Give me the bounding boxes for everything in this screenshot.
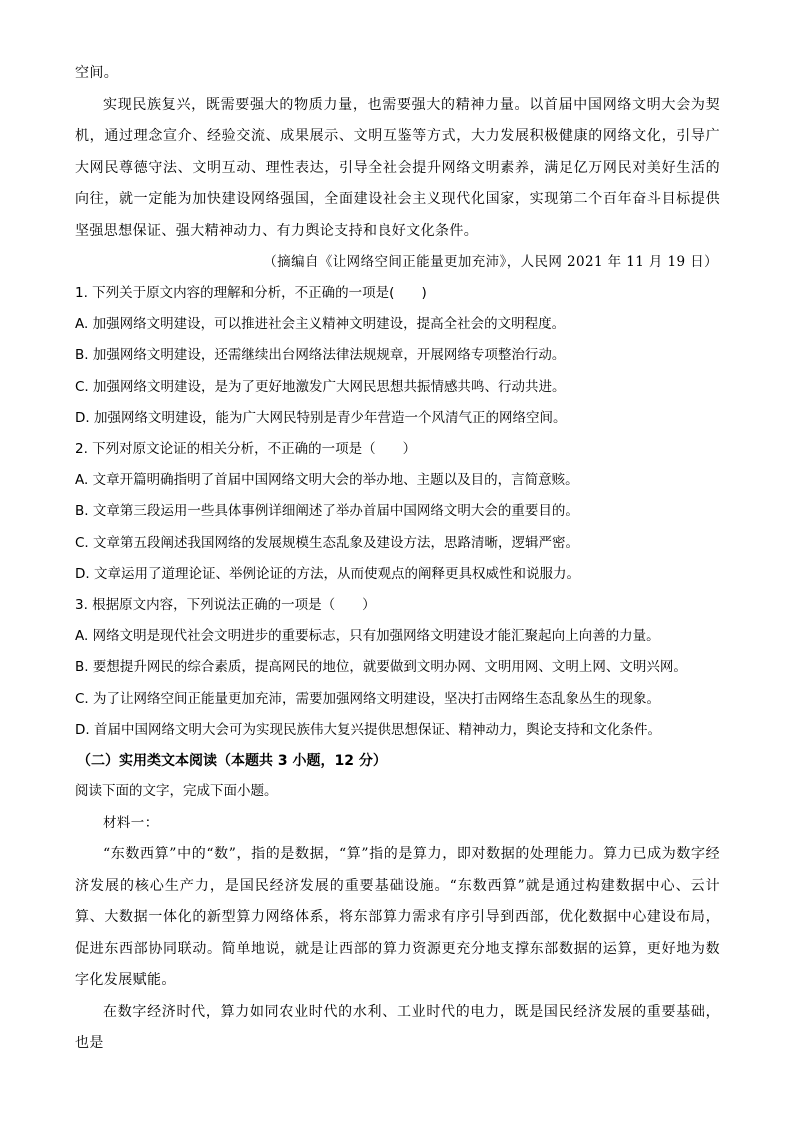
option-d: D. 首届中国网络文明大会可为实现民族伟大复兴提供思想保证、精神动力，舆论支持和文化条件。 (75, 721, 661, 738)
passage-fragment: 空间。 (75, 65, 119, 81)
option-a: A. 文章开篇明确指明了首届中国网络文明大会的举办地、主题以及目的，言简意赅。 (75, 472, 579, 489)
material-label: 材料一： (103, 815, 159, 832)
option-d: D. 文章运用了道理论证、举例论证的方法，从而使观点的阐释更具权威性和说服力。 (75, 565, 580, 582)
question-3 (75, 590, 720, 746)
option-b: B. 加强网络文明建设，还需继续出台网络法律法规规章，开展网络专项整治行动。 (75, 347, 566, 364)
material-paragraph-partial: 在数字经济时代，算力如同农业时代的水利、工业时代的电力，既是国民经济发展的重要基础，也是 (75, 1003, 720, 1052)
section-heading: （二）实用类文本阅读（本题共 3 小题，12 分） (77, 753, 387, 770)
question-stem: 2. 下列对原文论证的相关分析，不正确的一项是（ ） (75, 441, 417, 458)
passage-source: （摘编自《让网络空间正能量更加充沛》，人民网 2021 年 11 月 19 日） (263, 254, 718, 270)
option-c: C. 为了让网络空间正能量更加充沛，需要加强网络文明建设，坚决打击网络生态乱象丛生的现象。 (75, 690, 661, 707)
passage-paragraph: 实现民族复兴，既需要强大的物质力量，也需要强大的精神力量。以首届中国网络文明大会为契机，通过理念宣介、经验交流、成果展示、文明互鉴等方式，大力发展积极健康的网络文化，引导广大网民尊德守法、文明互动、理性表达，引导全社会提升网络文明素养，满足亿万网民对美好生活的向往，就一定能为加快建设网络强国，全面建设社会主义现代化国家，实现第二个百年奋斗目标提供坚强思想保证、强大精神动力、有力舆论支持和良好文化条件。 (75, 96, 720, 239)
option-c: C. 加强网络文明建设，是为了更好地激发广大网民思想共振情感共鸣、行动共进。 (75, 378, 566, 395)
question-1 (75, 278, 720, 434)
question-2 (75, 434, 720, 590)
option-a: A. 加强网络文明建设，可以推进社会主义精神文明建设，提高全社会的文明程度。 (75, 316, 566, 333)
option-a: A. 网络文明是现代社会文明进步的重要标志，只有加强网络文明建设才能汇聚起向上向善的力量。 (75, 628, 660, 645)
option-b: B. 文章第三段运用一些具体事例详细阐述了举办首届中国网络文明大会的重要目的。 (75, 503, 579, 520)
material-paragraph: “东数西算”中的“数”，指的是数据，“算”指的是算力，即对数据的处理能力。算力已成为数字经济发展的核心生产力，是国民经济发展的重要基础设施。“东数西算”就是通过构建数据中心、云计算、大数据一体化的新型算力网络体系，将东部算力需求有序引导到西部，优化数据中心建设布局，促进东西部协同联动。简单地说，就是让西部的算力资源更充分地支撑东部数据的运算，更好地为数字化发展赋能。 (75, 846, 720, 989)
section-instruction: 阅读下面的文字，完成下面小题。 (75, 783, 278, 800)
page-content (75, 58, 720, 1060)
option-d: D. 加强网络文明建设，能为广大网民特别是青少年营造一个风清气正的网络空间。 (75, 409, 567, 426)
option-b: B. 要想提升网民的综合素质，提高网民的地位，就要做到文明办网、文明用网、文明上网、文明兴网。 (75, 659, 687, 676)
question-stem: 3. 根据原文内容，下列说法正确的一项是（ ） (75, 597, 376, 614)
question-stem: 1. 下列关于原文内容的理解和分析，不正确的一项是( ) (75, 285, 427, 301)
option-c: C. 文章第五段阐述我国网络的发展规模生态乱象及建设方法，思路清晰，逻辑严密。 (75, 534, 580, 551)
